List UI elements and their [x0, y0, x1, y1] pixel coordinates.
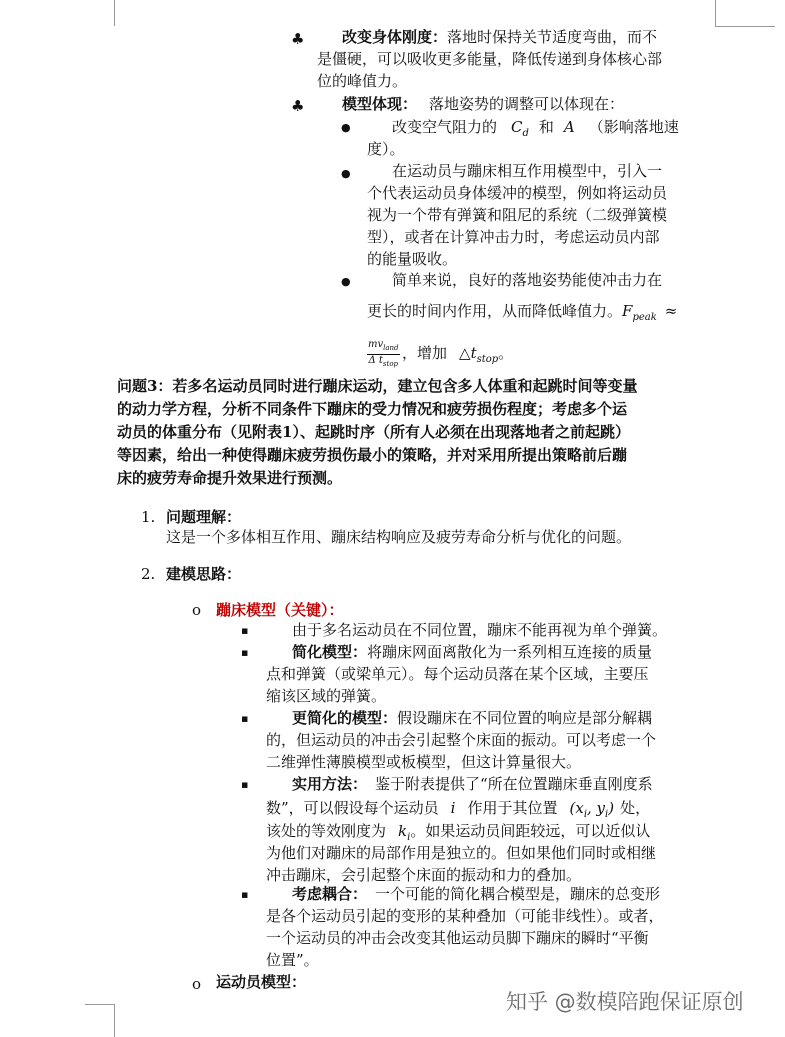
sec1-number: 1. — [141, 508, 156, 526]
crop-mark-top-right-h — [715, 26, 775, 27]
dot-bullet-2: ● — [341, 167, 351, 180]
crop-mark-top-left-v — [114, 0, 115, 26]
question-line5: 床的疲劳寿命提升效果进行预测。 — [117, 469, 343, 487]
circle-bullet-athlete: o — [192, 975, 202, 993]
crop-mark-bottom-left-v — [114, 1004, 115, 1037]
item1-line2: 是僵硬，可以吸收更多能量，降低传递到身体核心部 — [317, 50, 663, 68]
p4-line5: 冲击蹦床，会引起整个床面的振动和力的叠加。 — [266, 866, 582, 884]
crop-mark-bottom-left-h — [85, 1004, 114, 1005]
p4-line2: 数”，可以假设每个运动员 i 作用于其位置 ($x_i$, $y_i$) 处， — [266, 799, 651, 820]
p3-line1: 更简化的模型：假设蹦床在不同位置的响应是部分解耦 — [292, 709, 653, 727]
item1-line3: 位的峰值力。 — [317, 72, 408, 90]
sub1-line1: 改变空气阻力的 $C_d$ 和 A （影响落地速 — [392, 118, 679, 139]
sub2-line1: 在运动员与蹦床相互作用模型中，引入一 — [392, 162, 663, 180]
sub2-line3: 视为一个带有弹簧和阻尼的系统（二级弹簧模 — [367, 206, 668, 224]
question-line4: 等因素，给出一种使得蹦床疲劳损伤最小的策略，并对采用所提出策略前后蹦 — [117, 446, 628, 464]
p2-line1: 简化模型：将蹦床网面离散化为一系列相互连接的质量 — [292, 643, 653, 661]
sub2-line4: 型），或者在计算冲击力时，考虑运动员内部 — [367, 228, 660, 246]
fraction-mv-over-dt: $mv_{land}$ Δ $t_{stop}$ — [368, 339, 399, 368]
p4-line3: 该处的等效刚度为 $k_i$。如果运动员间距较远，可以近似认 — [266, 822, 651, 843]
p5-line2: 是各个运动员引起的变形的某种叠加（可能非线性）。或者， — [266, 907, 664, 925]
p5-line4: 位置”。 — [266, 951, 319, 969]
square-bullet-3: ▪ — [241, 712, 249, 725]
p5-line1: 考虑耦合： 一个可能的简化耦合模型是，蹦床的总变形 — [292, 885, 661, 903]
sub1-line2: 度）。 — [367, 140, 405, 158]
question-line1: 问题3：若多名运动员同时进行蹦床运动，建立包含多人体重和起跳时间等变量 — [117, 377, 638, 395]
square-bullet-4: ▪ — [241, 778, 249, 791]
crop-mark-top-right-v — [715, 0, 716, 26]
square-bullet-1: ▪ — [241, 624, 249, 637]
p3-line3: 二维弹性薄膜模型或板模型，但这计算量很大。 — [266, 753, 582, 771]
sub2-line2: 个代表运动员身体缓冲的模型，例如将运动员 — [367, 184, 668, 202]
question-line2: 的动力学方程，分析不同条件下蹦床的受力情况和疲劳损伤程度；考虑多个运 — [117, 400, 628, 418]
sec1-title: 问题理解： — [166, 508, 242, 526]
p4-line4: 为他们对蹦床的局部作用是独立的。但如果他们同时或相继 — [266, 844, 657, 862]
dot-bullet-1: ● — [341, 121, 351, 134]
item1-line1: 改变身体刚度：落地时保持关节适度弯曲，而不 — [342, 28, 658, 46]
sub2-line5: 的能量吸收。 — [367, 250, 458, 268]
circle-bullet-trampoline: o — [192, 601, 202, 619]
p2-line3: 缩该区域的弹簧。 — [266, 687, 387, 705]
sub3-line2: 更长的时间内作用，从而降低峰值力。$F_{peak}$ ≈ — [367, 302, 678, 323]
p1-line1: 由于多名运动员在不同位置，蹦床不能再视为单个弹簧。 — [292, 621, 668, 639]
club-bullet-2: ♣ — [291, 97, 305, 115]
p5-line3: 一个运动员的冲击会改变其他运动员脚下蹦床的瞬时“平衡 — [266, 929, 649, 947]
sec2-title: 建模思路： — [166, 565, 242, 583]
item2-line1: 模型体现： 落地姿势的调整可以体现在： — [342, 95, 625, 113]
square-bullet-5: ▪ — [241, 888, 249, 901]
p3-line2: 的，但运动员的冲击会引起整个床面的振动。可以考虑一个 — [266, 731, 657, 749]
sub3-line3-tail: ，增加 $\triangle t_{stop}$。 — [402, 344, 514, 365]
square-bullet-2: ▪ — [241, 646, 249, 659]
trampoline-title: 蹦床模型（关键）： — [216, 601, 344, 619]
athlete-title: 运动员模型： — [216, 973, 307, 991]
dot-bullet-3: ● — [341, 275, 351, 288]
sec2-number: 2. — [141, 565, 156, 583]
sub3-line1: 简单来说，良好的落地姿势能使冲击力在 — [392, 271, 663, 289]
sec1-text: 这是一个多体相互作用、蹦床结构响应及疲劳寿命分析与优化的问题。 — [166, 528, 632, 546]
p4-line1: 实用方法： 鉴于附表提供了“所在位置蹦床垂直刚度系 — [292, 775, 653, 793]
p2-line2: 点和弹簧（或梁单元）。每个运动员落在某个区域，主要压 — [266, 665, 649, 683]
club-bullet-1: ♣ — [291, 30, 305, 48]
zhihu-watermark: 知乎 @数模陪跑保证原创 — [506, 990, 744, 1014]
question-line3: 动员的体重分布（见附表1）、起跳时序（所有人必须在出现落地者之前起跳） — [117, 423, 630, 441]
